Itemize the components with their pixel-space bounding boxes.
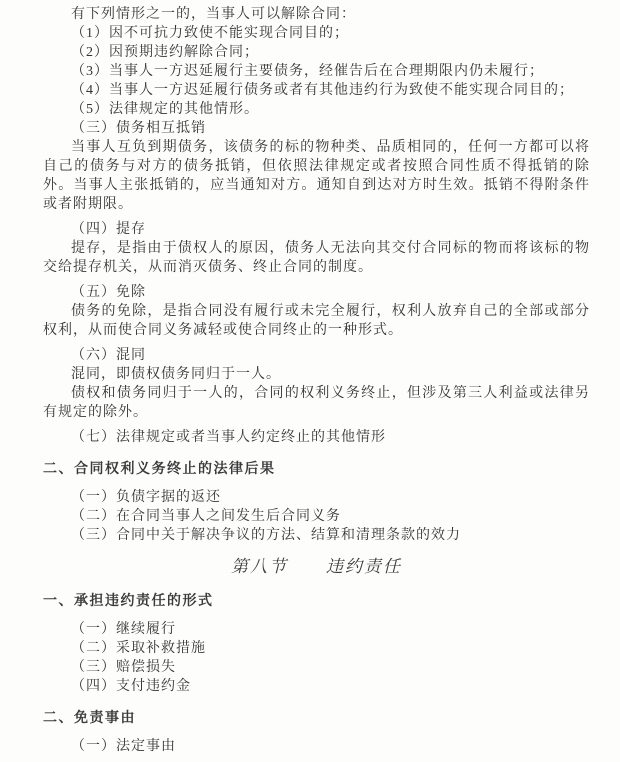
paragraph: （一）负债字据的返还 <box>71 490 221 505</box>
paragraph: （2）因预期违约解除合同； <box>71 45 259 60</box>
paragraph: （5）法律规定的其他情形。 <box>71 102 259 117</box>
paragraph: （一）继续履行 <box>71 622 176 637</box>
paragraph: （4）当事人一方迟延履行债务或者有其他违约行为致使不能实现合同目的； <box>71 83 574 98</box>
paragraph: 当事人互负到期债务，该债务的标的物种类、品质相同的，任何一方都可以将自己的债务与对方的债务抵销，但依照法律规定或者按照合同性质不得抵销的除外。当事人主张抵销的，应当通知对方。通知自到达对方时生效。抵销不得附条件或者附期限。 <box>43 140 590 212</box>
paragraph: （二）在合同当事人之间发生后合同义务 <box>71 509 341 524</box>
paragraph: （三）债务相互抵销 <box>71 121 206 136</box>
paragraph: 有下列情形之一的，当事人可以解除合同： <box>71 7 356 22</box>
section-heading: 二、合同权利义务终止的法律后果 <box>43 460 276 476</box>
paragraph: 债权和债务同归于一人的，合同的权利义务终止，但涉及第三人利益或法律另有规定的除外。 <box>43 386 590 420</box>
paragraph: 混同，即债权债务同归于一人。 <box>71 367 281 382</box>
paragraph: 债务的免除，是指合同没有履行或未完全履行，权利人放弃自己的全部或部分权利，从而使合同义务减轻或使合同终止的一种形式。 <box>43 304 590 338</box>
document-content <box>43 5 590 756</box>
subsection-label: （六）混同 <box>71 348 146 363</box>
paragraph: （四）支付违约金 <box>71 679 191 694</box>
subsection-label: （五）免除 <box>71 285 146 300</box>
subsection-label: （七）法律规定或者当事人约定终止的其他情形 <box>71 430 386 445</box>
paragraph: （一）法定事由 <box>71 739 176 754</box>
chapter-title: 第八节 违约责任 <box>231 557 402 576</box>
paragraph: （三）赔偿损失 <box>71 660 176 675</box>
paragraph: 提存，是指由于债权人的原因，债务人无法向其交付合同标的物而将该标的物交给提存机关，从而消灭债务、终止合同的制度。 <box>43 241 590 275</box>
section-heading: 一、承担违约责任的形式 <box>43 592 214 608</box>
subsection-label: （四）提存 <box>71 222 146 237</box>
section-heading: 二、免责事由 <box>43 709 136 725</box>
paragraph: （三）合同中关于解决争议的方法、结算和清理条款的效力 <box>71 528 461 543</box>
paragraph: （1）因不可抗力致使不能实现合同目的； <box>71 26 349 41</box>
paragraph: （二）采取补救措施 <box>71 641 206 656</box>
paragraph: （3）当事人一方迟延履行主要债务，经催告后在合理期限内仍未履行； <box>71 64 544 79</box>
